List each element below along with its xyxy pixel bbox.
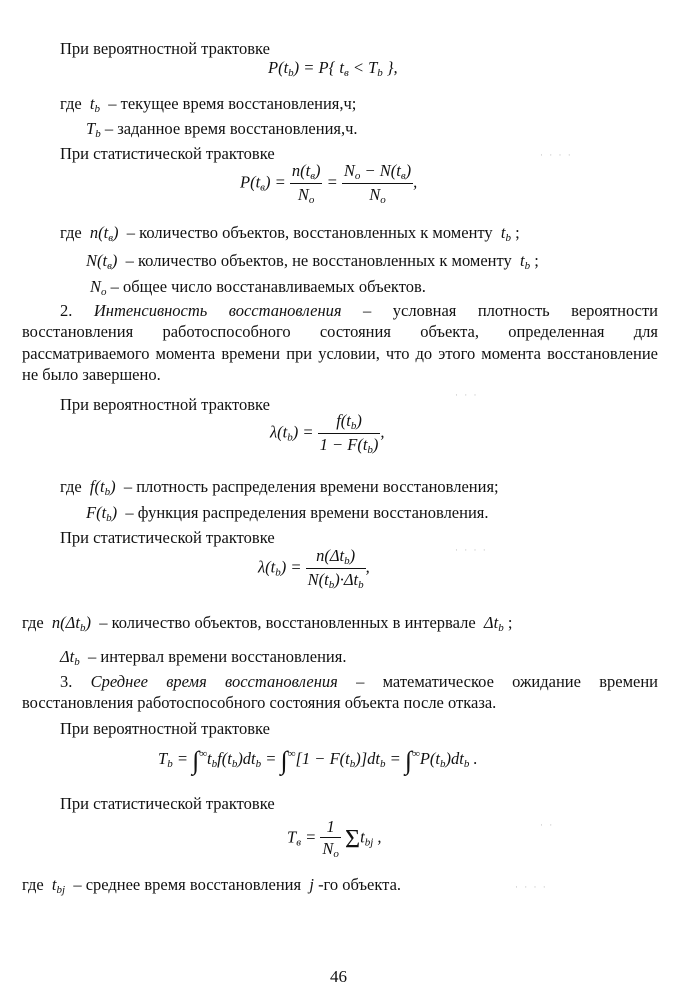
scan-noise-mark: · · · · — [455, 545, 488, 555]
gde-word: где — [60, 223, 82, 242]
term-recovery-intensity: Интенсивность восстановления — [93, 301, 342, 320]
definition-No-text: – общее число восстанавливаемых объектов. — [110, 277, 426, 296]
paragraph-mean-recovery-time — [22, 671, 658, 714]
definition-Tb: $T_b$ – заданное время восстановления,ч. — [86, 119, 358, 140]
formula-probability-recovery: $P(t_b) = P${ $t_в < T_b$ }, — [268, 58, 398, 79]
scan-noise-mark: · · · — [455, 390, 479, 400]
heading-statistical-1: При статистической трактовке — [60, 144, 275, 163]
definition-N-text: – количество объектов, не восстановленных к моменту — [125, 251, 512, 270]
formula-statistical-probability: $P(t_в)$ = $\frac{n(t_в)}{N_o}$ = $\frac{N_o - N(t_в)}{N_o}$ , — [240, 161, 418, 207]
formula-mean-time-statistical: $T_в$ = $\frac{1}{N_o}$ $\Sigma t_{bj}$ , — [287, 817, 382, 861]
definition-N: $N(t_в)$ – количество объектов, не восстановленных к моменту $t_b$ ; — [86, 251, 539, 272]
definition-tb: где $t_b$ – текущее время восстановления,ч; — [60, 94, 357, 115]
definition-delta-t-text: – интервал времени восстановления. — [88, 647, 347, 666]
definition-n-delta: где $n(\Delta t_b)$ – количество объектов, восстановленных в интервале $\Delta t_b$ ; — [22, 613, 513, 634]
definition-tb-text: – текущее время восстановления,ч; — [108, 94, 357, 113]
definition-n: где $n(t_в)$ – количество объектов, восстановленных к моменту $t_b$ ; — [60, 223, 520, 244]
scan-noise-mark: · · · · — [540, 150, 573, 160]
item-number-3: 3. — [60, 672, 73, 691]
definition-tbj-text: – среднее время восстановления — [73, 875, 302, 894]
definition-No: $N_o$ – общее число восстанавливаемых объектов. — [90, 277, 426, 298]
definition-n-delta-text: – количество объектов, восстановленных в интервале — [99, 613, 476, 632]
heading-statistical-3: При статистической трактовке — [60, 794, 275, 813]
formula-intensity-statistical: $\lambda(t_b)$ = $\frac{n(\Delta t_b)}{N(t_b)\cdot\Delta t_b}$ , — [258, 546, 370, 592]
heading-probabilistic-1: При вероятностной трактовке — [60, 39, 270, 58]
term-mean-recovery-time: Среднее время восстановления — [90, 672, 338, 691]
gde-word: где — [22, 875, 44, 894]
item-number-2: 2. — [60, 301, 73, 320]
paragraph-recovery-intensity — [22, 300, 658, 386]
scan-noise-mark: · · · · — [515, 882, 548, 892]
paragraph-3-text: – математическое ожидание времени восстановления работоспособного состояния объекта после отказа. — [22, 672, 658, 713]
definition-n-text: – количество объектов, восстановленных к моменту — [126, 223, 493, 242]
definition-F: $F(t_b)$ – функция распределения времени восстановления. — [86, 503, 489, 524]
heading-probabilistic-3: При вероятностной трактовке — [60, 719, 270, 738]
heading-probabilistic-2: При вероятностной трактовке — [60, 395, 270, 414]
gde-word: где — [60, 477, 82, 496]
gde-word: где — [22, 613, 44, 632]
definition-tbj-suffix: -го объекта. — [318, 875, 402, 894]
definition-f: где $f(t_b)$ – плотность распределения времени восстановления; — [60, 477, 499, 498]
scan-noise-mark: · · — [540, 820, 555, 830]
page-number: 46 — [330, 967, 347, 986]
paragraph-2-text: – условная плотность вероятности восстановления работоспособного состояния объекта, определенная для рассматриваемого момента времени при условии, что до этого момента восстановление не было завершено. — [22, 301, 658, 385]
formula-intensity-probabilistic: $\lambda(t_b)$ = $\frac{f(t_b)}{1 - F(t_b)}$ , — [270, 411, 385, 457]
definition-Tb-text: – заданное время восстановления,ч. — [104, 119, 358, 138]
definition-delta-t: $\Delta t_b$ – интервал времени восстановления. — [60, 647, 347, 668]
heading-statistical-2: При статистической трактовке — [60, 528, 275, 547]
gde-word: где — [60, 94, 82, 113]
formula-mean-time-probabilistic: $T_b = \int^\infty t_bf(t_b)dt_b = \int^\infty[1 - F(t_b)]dt_b = \int^\infty P(t_b)dt_b$ . — [158, 746, 478, 775]
definition-f-text: – плотность распределения времени восстановления; — [123, 477, 499, 496]
definition-F-text: – функция распределения времени восстановления. — [125, 503, 489, 522]
definition-tbj: где $t_{bj}$ – среднее время восстановления j -го объекта. — [22, 875, 402, 896]
